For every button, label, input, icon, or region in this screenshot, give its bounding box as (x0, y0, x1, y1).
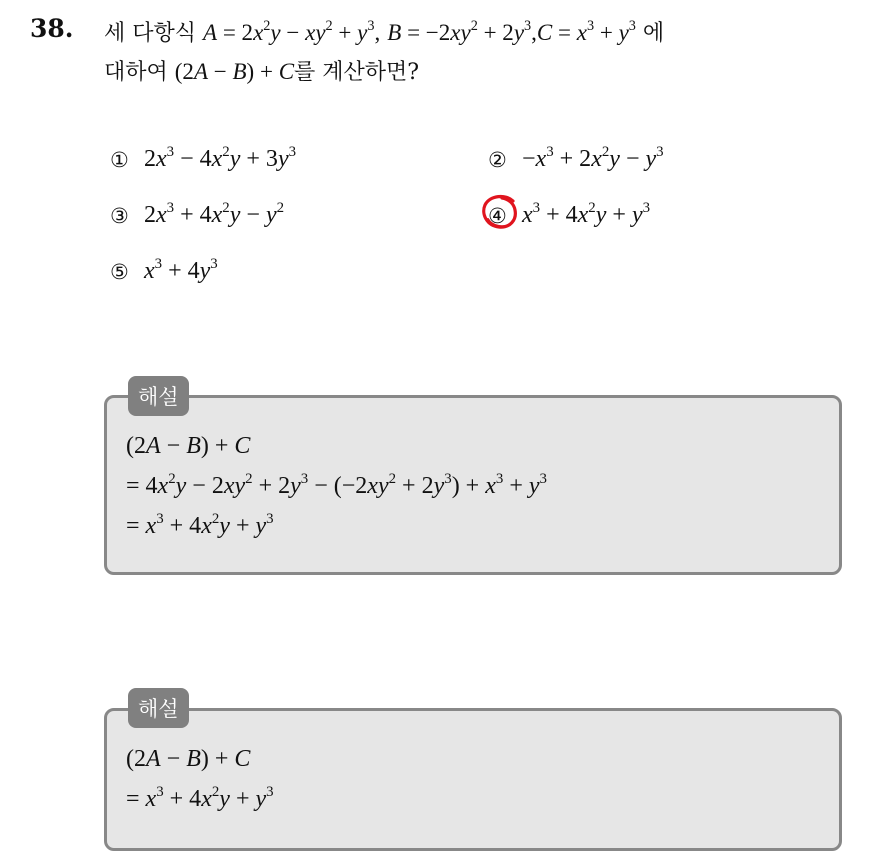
question-line2-prefix: 대하여 (104, 60, 168, 85)
solution-tag-2: 해설 (128, 688, 189, 728)
choice-5[interactable] (110, 255, 218, 285)
solution-lines-2 (126, 739, 274, 819)
choice-1-text: $2x^3 - 4x^2y + 3y^3$ (144, 143, 297, 172)
choice-4[interactable] (488, 199, 651, 229)
solution-2-line-2: = $x^3 + 4x^2y + y^3$ (126, 783, 274, 812)
poly-c: $C = x^3 + y^3$ (536, 17, 636, 45)
question-line-1 (104, 14, 874, 53)
choice-1-number: ① (110, 147, 129, 172)
choice-2[interactable] (488, 143, 664, 173)
solution-lines-1 (126, 426, 547, 546)
question-particle: 에 (642, 21, 665, 46)
choice-1[interactable] (110, 143, 297, 173)
choice-3-text: $2x^3 + 4x^2y - y^2$ (144, 199, 285, 228)
choice-5-text: $x^3 + 4y^3$ (144, 255, 218, 284)
question-line2-suffix: 를 계산하면? (294, 60, 420, 85)
solution-1-line-1: (2A − B) + C (126, 433, 251, 459)
poly-a: $A = 2x^2y - xy^2 + y^3$, (203, 17, 381, 45)
question-intro: 세 다항식 (104, 21, 197, 46)
question-line-2 (104, 53, 874, 92)
solution-2-line-1: (2A − B) + C (126, 746, 251, 772)
question-number: 38. (30, 14, 74, 43)
solution-1-line-2: = $4x^2y - 2xy^2 + 2y^3 - (-2xy^2 + 2y^3) + x^3 + y^3$ (126, 470, 547, 499)
choice-4-number: ④ (488, 203, 507, 228)
choice-2-number: ② (488, 147, 507, 172)
solution-1-line-3: = $x^3 + 4x^2y + y^3$ (126, 510, 274, 539)
solution-tag-1: 해설 (128, 376, 189, 416)
choice-3[interactable] (110, 199, 285, 229)
question-text (104, 14, 874, 92)
choice-3-number: ③ (110, 203, 129, 228)
choice-4-text: $x^3 + 4x^2y + y^3$ (522, 199, 651, 228)
choice-5-number: ⑤ (110, 259, 129, 284)
choice-2-text: $-x^3 + 2x^2y - y^3$ (522, 143, 664, 172)
question-expression: (2A − B) + C (174, 59, 295, 84)
poly-b: $B = -2xy^2 + 2y^3$, (387, 17, 537, 45)
